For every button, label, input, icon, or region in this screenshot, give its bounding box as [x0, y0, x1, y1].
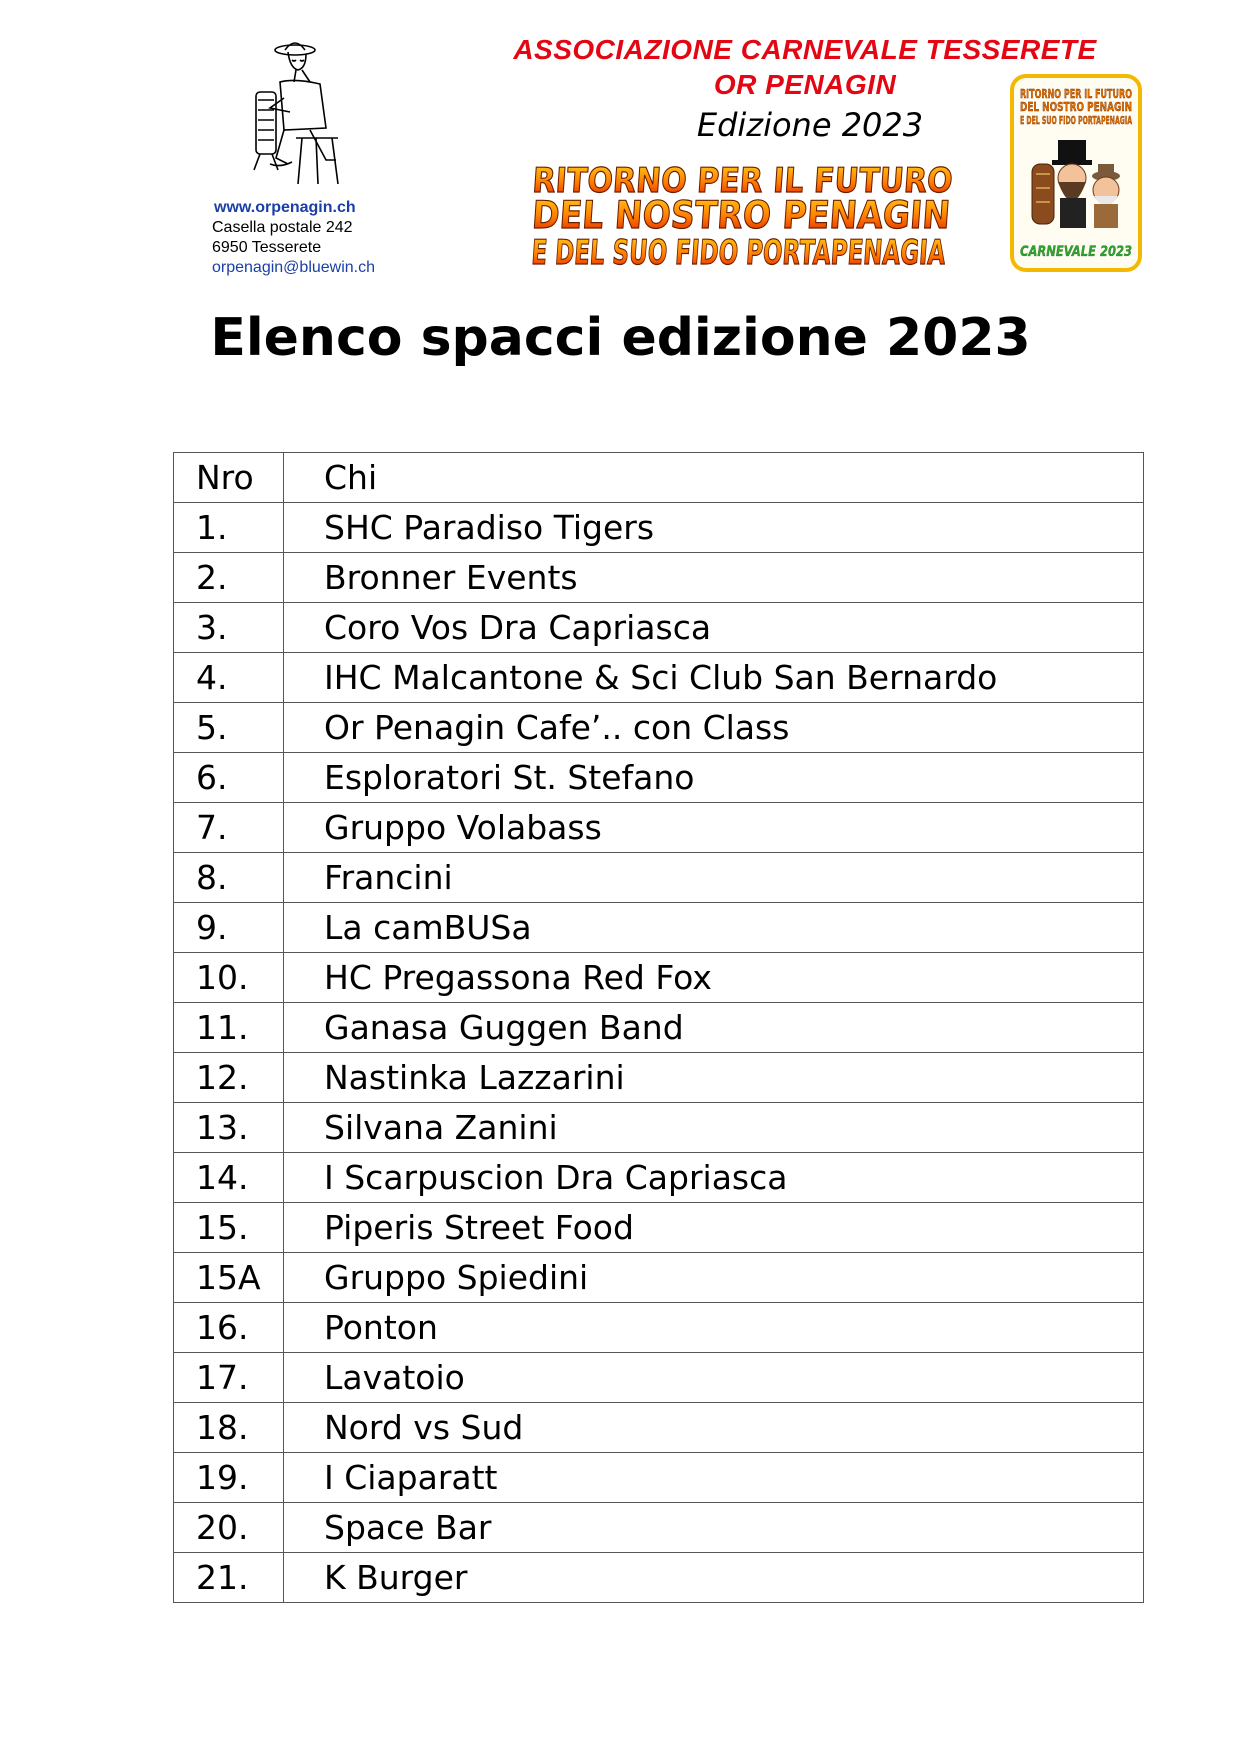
- row-name: Ponton: [284, 1303, 1144, 1353]
- row-name: La camBUSa: [284, 903, 1144, 953]
- contact-block: [212, 198, 375, 278]
- theme-logo-line-3: E DEL SUO FIDO PORTAPENAGIA: [532, 233, 957, 270]
- table-row: [174, 703, 1144, 753]
- postbox-text: Casella postale 242: [212, 219, 353, 236]
- association-line-2: OR PENAGIN: [713, 69, 897, 100]
- row-name: Bronner Events: [284, 553, 1144, 603]
- badge-line-1: RITORNO PER IL FUTURO: [1020, 87, 1132, 101]
- row-number: 2.: [174, 553, 284, 603]
- table-row: [174, 1503, 1144, 1553]
- row-number: 15.: [174, 1203, 284, 1253]
- row-number: 20.: [174, 1503, 284, 1553]
- column-header-nro: Nro: [174, 453, 284, 503]
- table-row: [174, 1103, 1144, 1153]
- table-row: [174, 1303, 1144, 1353]
- row-number: 4.: [174, 653, 284, 703]
- table-row: [174, 853, 1144, 903]
- row-name: SHC Paradiso Tigers: [284, 503, 1144, 553]
- row-name: Nastinka Lazzarini: [284, 1053, 1144, 1103]
- row-number: 1.: [174, 503, 284, 553]
- row-name: I Ciaparatt: [284, 1453, 1144, 1503]
- row-name: Esploratori St. Stefano: [284, 753, 1144, 803]
- table-row: [174, 1253, 1144, 1303]
- row-number: 15A: [174, 1253, 284, 1303]
- table-row: [174, 803, 1144, 853]
- table-row: [174, 603, 1144, 653]
- edition-label: Edizione 2023: [696, 106, 924, 144]
- table-row: [174, 1003, 1144, 1053]
- row-name: HC Pregassona Red Fox: [284, 953, 1144, 1003]
- page-title: Elenco spacci edizione 2023: [210, 308, 1031, 368]
- row-number: 21.: [174, 1553, 284, 1603]
- theme-logo-line-1: RITORNO PER IL FUTURO: [532, 161, 957, 201]
- row-name: Ganasa Guggen Band: [284, 1003, 1144, 1053]
- row-name: Space Bar: [284, 1503, 1144, 1553]
- row-name: Lavatoio: [284, 1353, 1144, 1403]
- table-row: [174, 903, 1144, 953]
- table-row: [174, 1453, 1144, 1503]
- row-name: I Scarpuscion Dra Capriasca: [284, 1153, 1144, 1203]
- characters-illustration: [1032, 140, 1120, 228]
- mascot-illustration: [240, 38, 360, 188]
- badge-line-3: E DEL SUO FIDO PORTAPENAGIA: [1020, 114, 1133, 127]
- table-row: [174, 1353, 1144, 1403]
- table-row: [174, 1403, 1144, 1453]
- table-body: [174, 503, 1144, 1603]
- row-number: 6.: [174, 753, 284, 803]
- row-number: 16.: [174, 1303, 284, 1353]
- row-number: 12.: [174, 1053, 284, 1103]
- theme-logo-line-2: DEL NOSTRO PENAGIN: [532, 193, 957, 237]
- table-row: [174, 1203, 1144, 1253]
- row-name: IHC Malcantone & Sci Club San Bernardo: [284, 653, 1144, 703]
- table-row: [174, 753, 1144, 803]
- row-name: Gruppo Volabass: [284, 803, 1144, 853]
- row-name: Gruppo Spiedini: [284, 1253, 1144, 1303]
- stalls-table: [173, 452, 1144, 1603]
- row-name: Nord vs Sud: [284, 1403, 1144, 1453]
- row-number: 11.: [174, 1003, 284, 1053]
- table-row: [174, 553, 1144, 603]
- row-name: K Burger: [284, 1553, 1144, 1603]
- row-number: 8.: [174, 853, 284, 903]
- row-name: Or Penagin Cafe’.. con Class: [284, 703, 1144, 753]
- table-row: [174, 1053, 1144, 1103]
- row-number: 3.: [174, 603, 284, 653]
- city-text: 6950 Tesserete: [212, 239, 322, 256]
- row-number: 18.: [174, 1403, 284, 1453]
- table-row: [174, 1553, 1144, 1603]
- row-name: Silvana Zanini: [284, 1103, 1144, 1153]
- email-link[interactable]: orpenagin@bluewin.ch: [212, 259, 376, 276]
- row-name: Piperis Street Food: [284, 1203, 1144, 1253]
- row-number: 5.: [174, 703, 284, 753]
- row-number: 9.: [174, 903, 284, 953]
- table-header-row: [174, 453, 1144, 503]
- table-row: [174, 953, 1144, 1003]
- badge-line-2: DEL NOSTRO PENAGIN: [1020, 100, 1132, 114]
- row-number: 10.: [174, 953, 284, 1003]
- row-number: 13.: [174, 1103, 284, 1153]
- table-row: [174, 503, 1144, 553]
- row-number: 19.: [174, 1453, 284, 1503]
- row-number: 7.: [174, 803, 284, 853]
- row-name: Coro Vos Dra Capriasca: [284, 603, 1144, 653]
- badge-footer: CARNEVALE 2023: [1020, 244, 1132, 260]
- website-link[interactable]: www.orpenagin.ch: [214, 199, 356, 216]
- row-number: 17.: [174, 1353, 284, 1403]
- row-name: Francini: [284, 853, 1144, 903]
- row-number: 14.: [174, 1153, 284, 1203]
- table-row: [174, 653, 1144, 703]
- table-row: [174, 1153, 1144, 1203]
- theme-logo: [532, 160, 957, 270]
- association-line-1: ASSOCIAZIONE CARNEVALE TESSERETE: [513, 34, 1097, 65]
- column-header-chi: Chi: [284, 453, 1144, 503]
- carnival-badge: [1010, 74, 1142, 272]
